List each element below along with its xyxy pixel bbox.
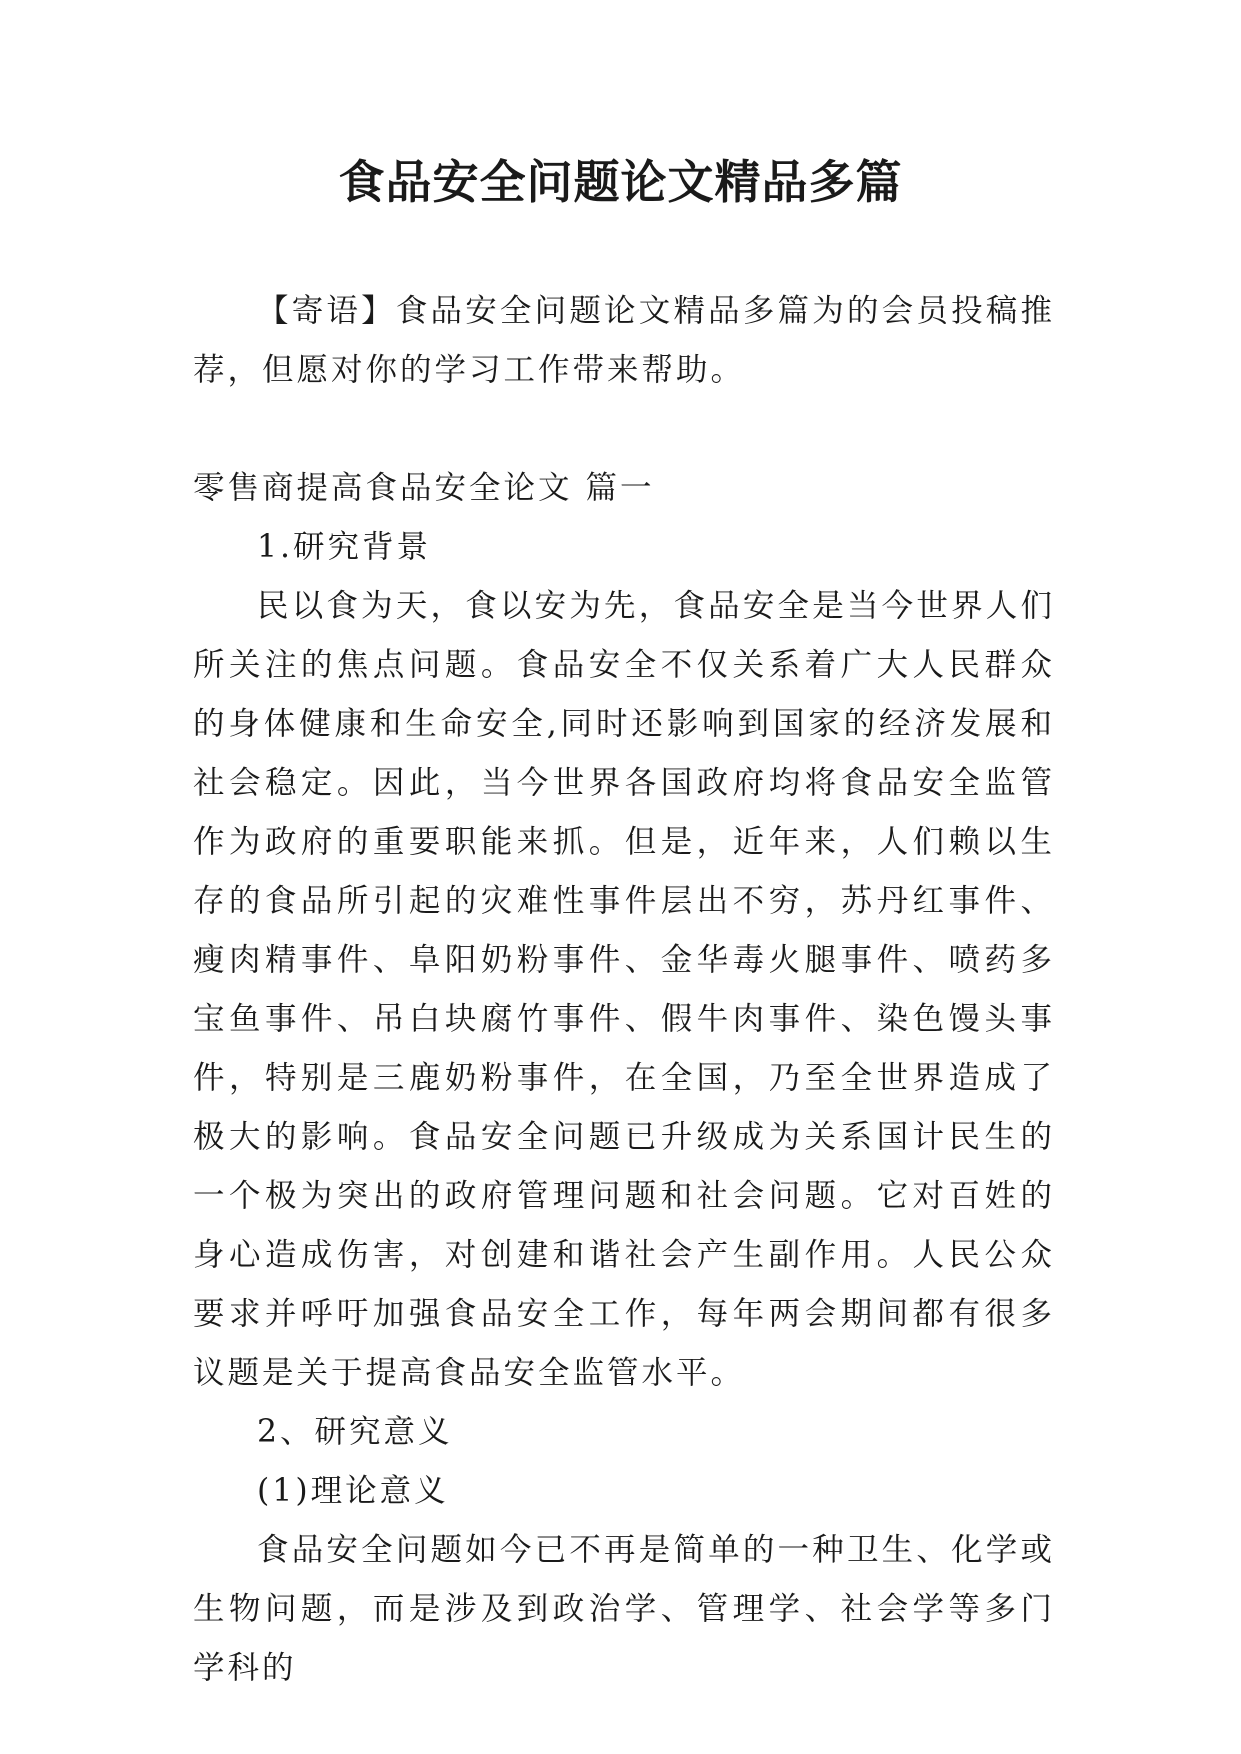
intro-paragraph: 【寄语】食品安全问题论文精品多篇为的会员投稿推荐，但愿对你的学习工作带来帮助。 xyxy=(193,293,1055,388)
subheading-research-background: 1.研究背景 xyxy=(257,529,432,565)
paragraph-theoretical-significance: 食品安全问题如今已不再是简单的一种卫生、化学或生物问题，而是涉及到政治学、管理学、社会学等多门学科的 xyxy=(193,1532,1055,1686)
section-heading: 零售商提高食品安全论文 篇一 xyxy=(193,470,655,506)
document-title: 食品安全问题论文精品多篇 xyxy=(338,155,903,209)
document-body xyxy=(193,282,1055,1698)
subheading-theoretical-significance: (1)理论意义 xyxy=(257,1473,449,1509)
subheading-research-significance: 2、研究意义 xyxy=(257,1414,453,1450)
paragraph-research-background: 民以食为天，食以安为先，食品安全是当今世界人们所关注的焦点问题。食品安全不仅关系着广大人民群众的身体健康和生命安全,同时还影响到国家的经济发展和社会稳定。因此，当今世界各国政府均将食品安全监管作为政府的重要职能来抓。但是，近年来，人们赖以生存的食品所引起的灾难性事件层出不穷，苏丹红事件、瘦肉精事件、阜阳奶粉事件、金华毒火腿事件、喷药多宝鱼事件、吊白块腐竹事件、假牛肉事件、染色馒头事件，特别是三鹿奶粉事件，在全国，乃至全世界造成了极大的影响。食品安全问题已升级成为关系国计民生的一个极为突出的政府管理问题和社会问题。它对百姓的身心造成伤害，对创建和谐社会产生副作用。人民公众要求并呼吁加强食品安全工作，每年两会期间都有很多议题是关于提高食品安全监管水平。 xyxy=(193,588,1055,1391)
